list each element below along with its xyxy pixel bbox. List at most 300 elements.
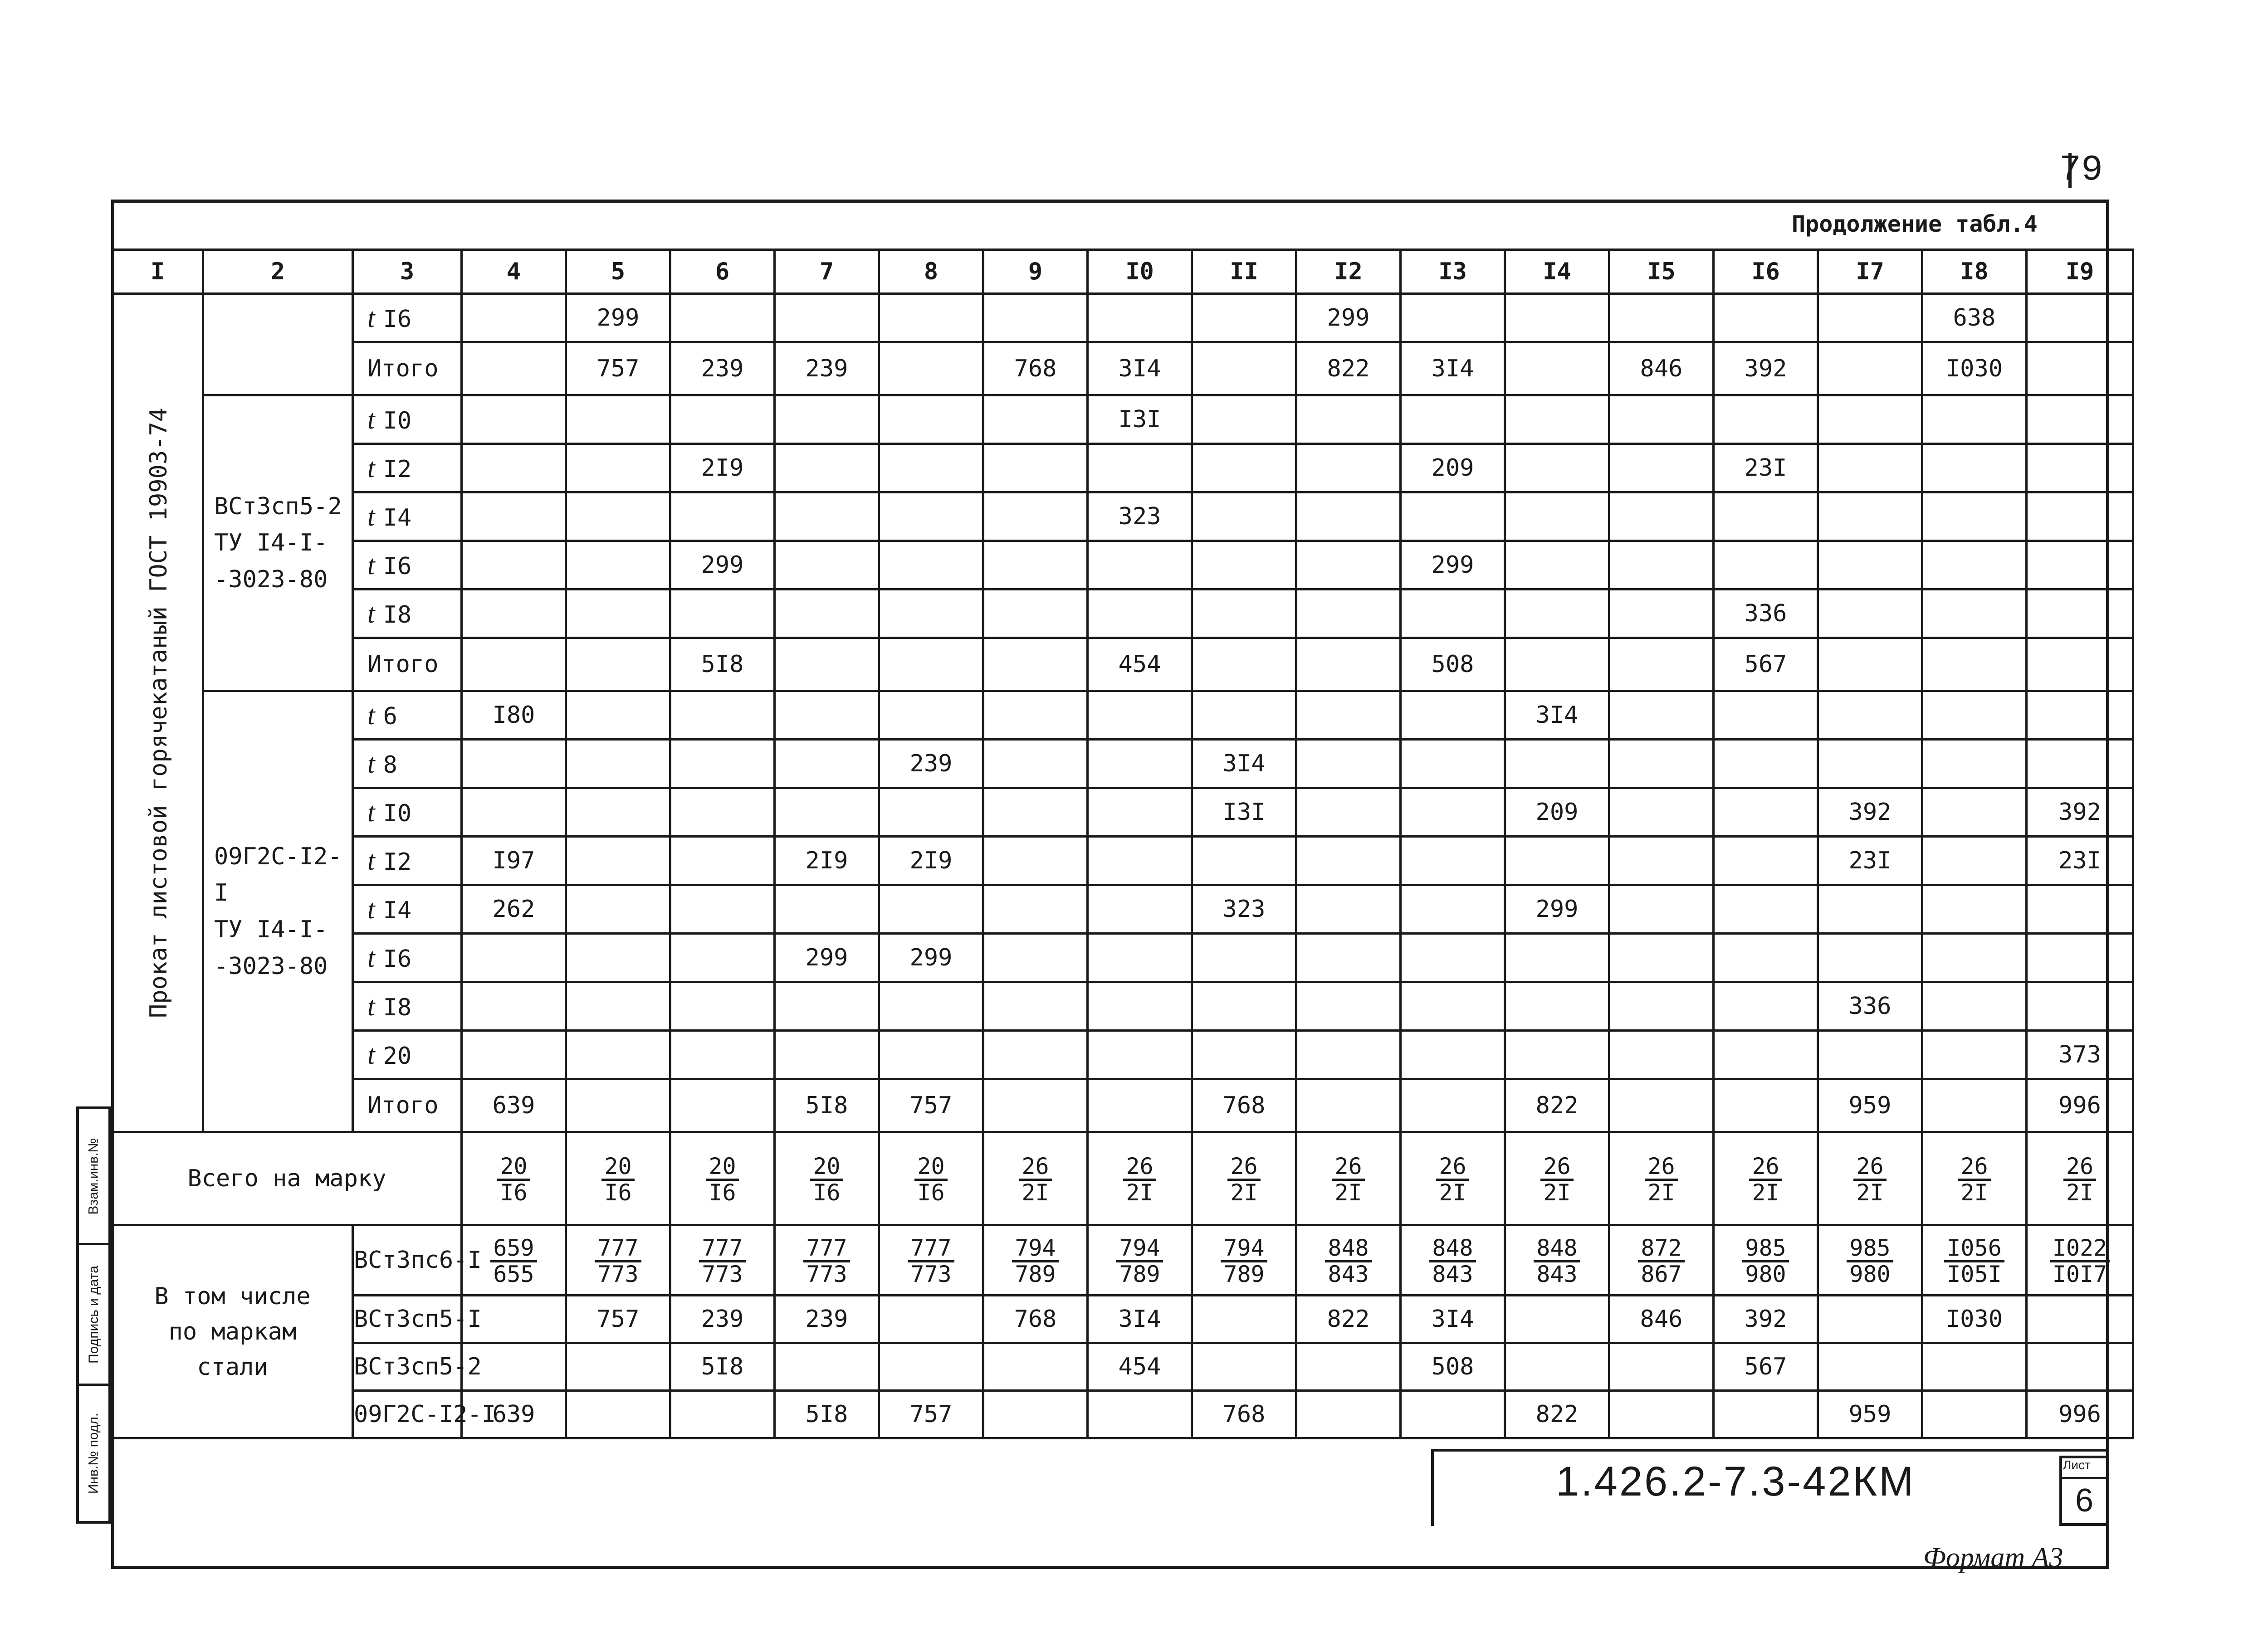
steel-grade-name: ВСт3пс6-I (354, 1247, 482, 1274)
product-label: Прокат листовой горячекатаный ГОСТ 19903-74 (145, 407, 172, 1018)
mass-value (1609, 934, 1714, 982)
fraction-denominator: 867 (1641, 1261, 1682, 1287)
mass-value (1922, 294, 2027, 342)
column-number-text: 9 (1028, 258, 1043, 285)
fraction (1221, 1236, 1267, 1286)
mass-value-text: 336 (1744, 600, 1787, 627)
mass-value (566, 1031, 670, 1079)
thickness-value: I8 (383, 994, 412, 1021)
steel-mass-value (1714, 1343, 1818, 1391)
fraction-denominator: 2I (1960, 1179, 1988, 1206)
mass-value-text: 392 (1848, 799, 1892, 826)
thickness-value: I2 (383, 848, 412, 876)
mass-value (1922, 1079, 2027, 1132)
fraction-denominator: I05I (1947, 1261, 2002, 1287)
mass-value (1505, 982, 1609, 1031)
mass-value-text: 23I (2058, 847, 2101, 874)
sheet-box-divider (2059, 1477, 2109, 1479)
mark-count-cell (566, 1132, 670, 1225)
column-number (775, 250, 879, 294)
steel-mass-value (1609, 1391, 1714, 1438)
column-number-text: 2 (270, 258, 285, 285)
mass-value (1714, 395, 1818, 444)
mass-value (1192, 492, 1296, 541)
mass-value (1192, 837, 1296, 885)
mass-value (2027, 541, 2133, 590)
mass-value (879, 342, 983, 395)
materials-table (111, 249, 2134, 1439)
mass-value (775, 691, 879, 740)
thickness-cell (353, 837, 462, 885)
mass-value (462, 885, 566, 934)
steel-mass-value (1609, 1225, 1714, 1296)
fraction-numerator: 20 (914, 1155, 947, 1181)
fraction-numerator: 26 (1958, 1155, 1990, 1181)
fraction-denominator: 2I (1126, 1179, 1154, 1206)
mass-value (2027, 788, 2133, 837)
mass-value (1192, 934, 1296, 982)
thickness-symbol: t (367, 748, 375, 779)
steel-mass-value (1818, 1225, 1922, 1296)
mass-value (1401, 590, 1505, 638)
mass-value (1401, 982, 1505, 1031)
stamp-cell-signature: Подпись и дата (79, 1245, 108, 1386)
fraction (1847, 1236, 1893, 1286)
mass-value (2027, 395, 2133, 444)
mass-value (1401, 395, 1505, 444)
mass-value (566, 395, 670, 444)
stamp-cell-original: Инв.№ подл. (86, 1413, 101, 1494)
mass-value (983, 492, 1088, 541)
fraction-numerator: 848 (1429, 1236, 1476, 1262)
thickness-symbol: t (367, 302, 375, 333)
mass-value (1609, 788, 1714, 837)
mass-value (1296, 638, 1401, 691)
mass-value (566, 788, 670, 837)
mass-value (1505, 1031, 1609, 1079)
column-number-text: I0 (1125, 258, 1154, 285)
mass-value (1818, 934, 1922, 982)
mass-value (462, 691, 566, 740)
mass-value (1714, 492, 1818, 541)
mass-value (566, 691, 670, 740)
thickness-symbol: t (367, 991, 375, 1021)
fraction-numerator: 26 (2063, 1155, 2096, 1181)
fraction-denominator: 773 (702, 1261, 743, 1287)
mass-value-text: 757 (596, 355, 640, 382)
mass-value (2027, 885, 2133, 934)
fraction-denominator: 2I (2066, 1179, 2094, 1206)
mass-value (983, 1031, 1088, 1079)
thickness-row (112, 294, 2133, 342)
mass-value (1088, 1079, 1192, 1132)
steel-mass-value (983, 1225, 1088, 1296)
mark-count-cell (1818, 1132, 1922, 1225)
thickness-symbol: t (367, 700, 375, 730)
mass-value (983, 395, 1088, 444)
mass-value-text: 373 (2058, 1041, 2101, 1068)
mark-count-cell (1922, 1132, 2027, 1225)
fraction (803, 1236, 850, 1286)
mass-value (775, 395, 879, 444)
mass-value (2027, 590, 2133, 638)
mass-value (1818, 837, 1922, 885)
thickness-row (112, 788, 2133, 837)
mass-value (462, 541, 566, 590)
fraction (706, 1155, 738, 1204)
mass-value (775, 444, 879, 492)
fraction-denominator: 789 (1119, 1261, 1160, 1287)
mass-value (879, 740, 983, 788)
steel-grade-cell (203, 294, 353, 395)
steel-mass-value (1296, 1296, 1401, 1343)
mass-value-text: 239 (805, 355, 848, 382)
mass-value (2027, 294, 2133, 342)
fraction-denominator: I6 (813, 1179, 841, 1206)
steel-mass-value (1714, 1225, 1818, 1296)
mass-value (1088, 541, 1192, 590)
mass-value (1714, 541, 1818, 590)
mass-value (670, 740, 775, 788)
steel-breakdown-row (112, 1391, 2133, 1438)
mass-value (1296, 342, 1401, 395)
mass-value (983, 982, 1088, 1031)
mass-value-text: 3I4 (1118, 355, 1161, 382)
mass-value-text: 757 (909, 1092, 953, 1119)
mass-value (1818, 638, 1922, 691)
fraction-numerator: 20 (810, 1155, 843, 1181)
mass-value (1296, 492, 1401, 541)
fraction (490, 1236, 537, 1286)
mass-value (1609, 837, 1714, 885)
mass-value (1296, 590, 1401, 638)
total-per-mark-label-cell (112, 1132, 462, 1225)
fraction-numerator: I056 (1944, 1236, 2004, 1262)
thickness-symbol: t (367, 797, 375, 827)
steel-mass-value (1922, 1343, 2027, 1391)
steel-mass-value (670, 1391, 775, 1438)
mass-value (566, 444, 670, 492)
fraction-denominator: I6 (917, 1179, 945, 1206)
column-number-text: 3 (400, 258, 415, 285)
mass-value (1401, 1031, 1505, 1079)
steel-mass-value (1296, 1391, 1401, 1438)
total-label-cell (353, 638, 462, 691)
mass-value (1922, 590, 2027, 638)
mass-value (2027, 934, 2133, 982)
mass-value-text: 299 (596, 304, 640, 331)
mass-value (1192, 885, 1296, 934)
mass-value-text: 3I4 (1222, 750, 1266, 777)
column-number-text: 5 (611, 258, 626, 285)
fraction-numerator: I022 (2050, 1236, 2110, 1262)
mass-value (1088, 1031, 1192, 1079)
mass-value (2027, 492, 2133, 541)
mass-value (1609, 1079, 1714, 1132)
column-number (112, 250, 203, 294)
mass-value-text: 454 (1118, 651, 1161, 678)
mark-count-cell (879, 1132, 983, 1225)
mass-value (1192, 294, 1296, 342)
steel-breakdown-label-line: В том числе (154, 1282, 311, 1310)
mass-value (1505, 294, 1609, 342)
fraction-numerator: 794 (1012, 1236, 1058, 1262)
thickness-row (112, 934, 2133, 982)
column-number-text: I4 (1543, 258, 1571, 285)
mass-value (879, 638, 983, 691)
thickness-symbol: t (367, 404, 375, 434)
mass-value (1818, 444, 1922, 492)
document-code: 1.426.2-7.3-42КМ (1556, 1458, 1916, 1505)
mass-value (1401, 492, 1505, 541)
steel-grade-line: ТУ I4-I- (214, 916, 328, 943)
steel-grade-name-cell (353, 1225, 482, 1296)
mass-value (566, 541, 670, 590)
steel-grade-line: 09Г2С-I2-I (214, 843, 342, 907)
mass-value (1609, 885, 1714, 934)
steel-mass-value (1192, 1391, 1296, 1438)
steel-grade-name: ВСт3сп5-I (354, 1306, 482, 1333)
fraction (1749, 1155, 1782, 1204)
mass-value (1505, 885, 1609, 934)
mass-value (1192, 342, 1296, 395)
mass-value (1505, 691, 1609, 740)
mass-value (1609, 294, 1714, 342)
mass-value (462, 492, 566, 541)
mass-value-text: 768 (1222, 1092, 1266, 1119)
mass-value (879, 1079, 983, 1132)
steel-mass-text: 567 (1744, 1353, 1787, 1380)
thickness-row (112, 837, 2133, 885)
fraction-numerator: 26 (1853, 1155, 1886, 1181)
mass-value-text: 323 (1118, 503, 1161, 530)
fraction (601, 1155, 634, 1204)
mass-value (462, 294, 566, 342)
mass-value-text: 2I9 (701, 454, 744, 482)
column-number (1714, 250, 1818, 294)
mass-value (1714, 934, 1818, 982)
total-label: Итого (367, 651, 439, 678)
mass-value (1401, 294, 1505, 342)
column-number (879, 250, 983, 294)
fraction (1325, 1236, 1371, 1286)
mass-value (2027, 1031, 2133, 1079)
mass-value (879, 934, 983, 982)
steel-mass-value (775, 1391, 879, 1438)
steel-mass-value (983, 1296, 1088, 1343)
steel-grade-name: 09Г2С-I2-I (354, 1401, 496, 1428)
mass-value (1609, 1031, 1714, 1079)
column-number (1192, 250, 1296, 294)
mass-value (1922, 691, 2027, 740)
mass-value (1088, 590, 1192, 638)
mass-value (566, 740, 670, 788)
mass-value (983, 444, 1088, 492)
mass-value (566, 294, 670, 342)
fraction-denominator: 789 (1015, 1261, 1056, 1287)
mass-value (566, 837, 670, 885)
mass-value (462, 395, 566, 444)
thickness-row (112, 590, 2133, 638)
column-number-text: I7 (1856, 258, 1884, 285)
column-number (1401, 250, 1505, 294)
thickness-value: 20 (383, 1042, 412, 1070)
thickness-value: I2 (383, 455, 412, 483)
column-number-text: 8 (924, 258, 938, 285)
thickness-symbol: t (367, 598, 375, 629)
thickness-cell (353, 885, 462, 934)
mass-value-text: 5I8 (701, 651, 744, 678)
thickness-cell (353, 982, 462, 1031)
mass-value (1401, 1079, 1505, 1132)
mass-value-text: I030 (1945, 355, 2003, 382)
fraction (1227, 1155, 1260, 1204)
fraction-numerator: 26 (1749, 1155, 1782, 1181)
mass-value (2027, 691, 2133, 740)
fraction (1019, 1155, 1051, 1204)
mass-value (670, 1031, 775, 1079)
mass-value-text: 996 (2058, 1092, 2101, 1119)
fraction-denominator: 843 (1536, 1261, 1578, 1287)
mass-value (1401, 541, 1505, 590)
steel-mass-value (775, 1343, 879, 1391)
mass-value-text: 822 (1327, 355, 1370, 382)
mass-value (462, 788, 566, 837)
mass-value (1818, 740, 1922, 788)
thickness-row (112, 885, 2133, 934)
mass-value (1088, 342, 1192, 395)
fraction-numerator: 985 (1742, 1236, 1789, 1262)
fraction-numerator: 777 (699, 1236, 745, 1262)
thickness-value: I8 (383, 601, 412, 629)
mass-value (1818, 1031, 1922, 1079)
thickness-cell (353, 444, 462, 492)
steel-mass-text: 5I8 (701, 1353, 744, 1380)
mass-value (1505, 541, 1609, 590)
steel-mass-value (670, 1225, 775, 1296)
mass-value-text: 262 (492, 896, 535, 923)
fraction-numerator: 777 (908, 1236, 954, 1262)
steel-breakdown-row (112, 1296, 2133, 1343)
thickness-value: I4 (383, 897, 412, 924)
column-number-text: 7 (819, 258, 834, 285)
column-number (462, 250, 566, 294)
steel-mass-value (1296, 1225, 1401, 1296)
mass-value (1922, 492, 2027, 541)
column-number (2027, 250, 2133, 294)
mass-value (566, 1079, 670, 1132)
thickness-symbol: t (367, 501, 375, 531)
mass-value (775, 541, 879, 590)
mass-value-text: I80 (492, 702, 535, 729)
mass-value (775, 885, 879, 934)
mass-value (1088, 444, 1192, 492)
mass-value (1714, 294, 1818, 342)
steel-mass-value (775, 1225, 879, 1296)
fraction-numerator: 794 (1221, 1236, 1267, 1262)
mass-value (462, 638, 566, 691)
mass-value (2027, 444, 2133, 492)
total-label: Итого (367, 1092, 439, 1119)
mass-value-text: 959 (1848, 1092, 1892, 1119)
mass-value (670, 934, 775, 982)
mass-value (1714, 638, 1818, 691)
fraction-denominator: 773 (806, 1261, 847, 1287)
total-per-mark-row (112, 1132, 2133, 1225)
thickness-value: 6 (383, 702, 397, 730)
steel-mass-value (983, 1343, 1088, 1391)
steel-mass-value (1609, 1343, 1714, 1391)
steel-mass-value (1401, 1225, 1505, 1296)
mass-value-text: 508 (1431, 651, 1474, 678)
mass-value-text: 3I4 (1431, 355, 1474, 382)
mass-value (1192, 788, 1296, 837)
steel-mass-text: 959 (1848, 1401, 1892, 1428)
mass-value (1714, 740, 1818, 788)
mass-value (1818, 342, 1922, 395)
steel-mass-value (566, 1343, 670, 1391)
steel-mass-value (1714, 1296, 1818, 1343)
mass-value (1714, 1079, 1818, 1132)
mass-value (775, 1079, 879, 1132)
fraction-numerator: 659 (490, 1236, 537, 1262)
mass-value (1505, 638, 1609, 691)
steel-mass-text: 996 (2058, 1401, 2101, 1428)
fraction (497, 1155, 530, 1204)
steel-mass-value (1609, 1296, 1714, 1343)
steel-mass-text: 768 (1014, 1306, 1057, 1333)
steel-mass-text: 757 (596, 1306, 640, 1333)
mass-value (2027, 982, 2133, 1031)
steel-mass-text: 5I8 (805, 1401, 848, 1428)
mass-value (1296, 934, 1401, 982)
fraction-denominator: I6 (709, 1179, 736, 1206)
fraction-denominator: 2I (1022, 1179, 1049, 1206)
mass-value (1401, 691, 1505, 740)
fraction-denominator: I6 (604, 1179, 632, 1206)
steel-mass-value (2027, 1343, 2133, 1391)
mass-value-text: 299 (1431, 551, 1474, 579)
fraction (1116, 1236, 1163, 1286)
steel-mass-text: 639 (492, 1401, 535, 1428)
mass-value (2027, 837, 2133, 885)
mass-value (670, 342, 775, 395)
fraction (1534, 1236, 1580, 1286)
steel-mass-value (1818, 1391, 1922, 1438)
fraction (1944, 1236, 2004, 1286)
fraction-denominator: I6 (500, 1179, 528, 1206)
sheet-label: Лист (2063, 1458, 2091, 1472)
column-number-text: I8 (1960, 258, 1989, 285)
mass-value (1088, 638, 1192, 691)
mass-value (1401, 638, 1505, 691)
column-number (1818, 250, 1922, 294)
mass-value (1714, 982, 1818, 1031)
fraction-numerator: 777 (595, 1236, 641, 1262)
mass-value-text: 3I4 (1535, 702, 1579, 729)
mass-value (1714, 788, 1818, 837)
mass-value (1296, 691, 1401, 740)
steel-mass-value (1401, 1391, 1505, 1438)
mass-value (775, 837, 879, 885)
mass-value (983, 837, 1088, 885)
total-label: Итого (367, 355, 439, 382)
thickness-cell (353, 788, 462, 837)
mass-value (1088, 740, 1192, 788)
mass-value (670, 885, 775, 934)
mass-value (983, 638, 1088, 691)
mass-value (1818, 590, 1922, 638)
